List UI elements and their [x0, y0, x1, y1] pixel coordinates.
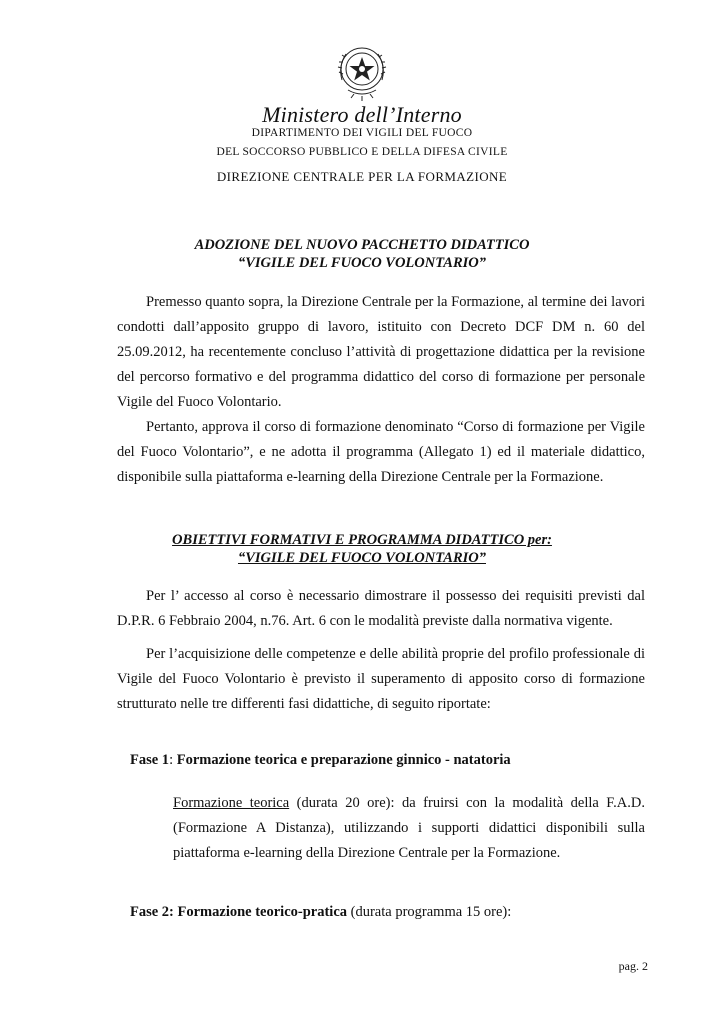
section2-paragraph-2: Per l’acquisizione delle competenze e delle abilità proprie del profilo professionale di Vigile del Fuoco Volontario è previsto il superamento di apposito corso di formazione strutturato nelle tre differenti fasi didattiche, di seguito riportate:	[117, 646, 645, 712]
fase1-title: Formazione teorica e preparazione ginnico - natatoria	[176, 752, 511, 768]
section1-title-line1: ADOZIONE DEL NUOVO PACCHETTO DIDATTICO	[194, 237, 530, 253]
section2-title-line1: OBIETTIVI FORMATIVI E PROGRAMMA DIDATTICO per:	[172, 532, 552, 548]
ministry-name: Ministero dell’Interno	[262, 102, 462, 127]
fase1-separator: :	[169, 752, 177, 768]
section2-title-line2: “VIGILE DEL FUOCO VOLONTARIO”	[237, 550, 486, 566]
fase2-label: Fase 2: Formazione teorico-pratica	[130, 904, 348, 920]
fase2-rest: (durata programma 15 ore):	[347, 904, 512, 920]
section1-paragraph-1: Premesso quanto sopra, la Direzione Centrale per la Formazione, al termine dei lavori condotti dall’apposito gruppo di lavoro, istituito con Decreto DCF DM n. 60 del 25.09.2012, ha recentemente concluso l’attività di progettazione didattica per la revisione del percorso formativo e del programma didattico del corso di formazione per personale Vigile del Fuoco Volontario.	[117, 294, 645, 410]
section2-paragraph-1: Per l’ accesso al corso è necessario dimostrare il possesso dei requisiti previsti dal D.P.R. 6 Febbraio 2004, n.76. Art. 6 con le modalità previste dalla normativa vigente.	[117, 588, 645, 629]
department-line-1: DIPARTIMENTO DEI VIGILI DEL FUOCO	[251, 127, 473, 139]
section1-title-line2: “VIGILE DEL FUOCO VOLONTARIO”	[237, 255, 486, 271]
fase2-heading	[130, 902, 650, 922]
fase1-label: Fase 1	[130, 752, 170, 768]
fase1-description	[173, 791, 645, 866]
page-number: pag. 2	[618, 959, 648, 973]
section1-paragraph-2: Pertanto, approva il corso di formazione denominato “Corso di formazione per Vigile del Fuoco Volontario”, e ne adotta il programma (Allegato 1) ed il materiale didattico, disponibile sulla piattaforma e-learning della Direzione Centrale per la Formazione.	[117, 419, 645, 485]
fase1-heading	[130, 750, 650, 770]
department-line-2: DEL SOCCORSO PUBBLICO E DELLA DIFESA CIVILE	[216, 146, 508, 158]
fase1-sub-label: Formazione teorica	[173, 795, 290, 811]
fase1-sub-text: (durata 20 ore): da fruirsi con la modalità della F.A.D. (Formazione A Distanza), utilizzando i supporti didattici disponibili sulla piattaforma e-learning della Direzione Centrale per la Formazione.	[173, 795, 646, 861]
direzione-heading: DIREZIONE CENTRALE PER LA FORMAZIONE	[216, 169, 508, 184]
italian-republic-emblem-icon	[334, 40, 390, 102]
